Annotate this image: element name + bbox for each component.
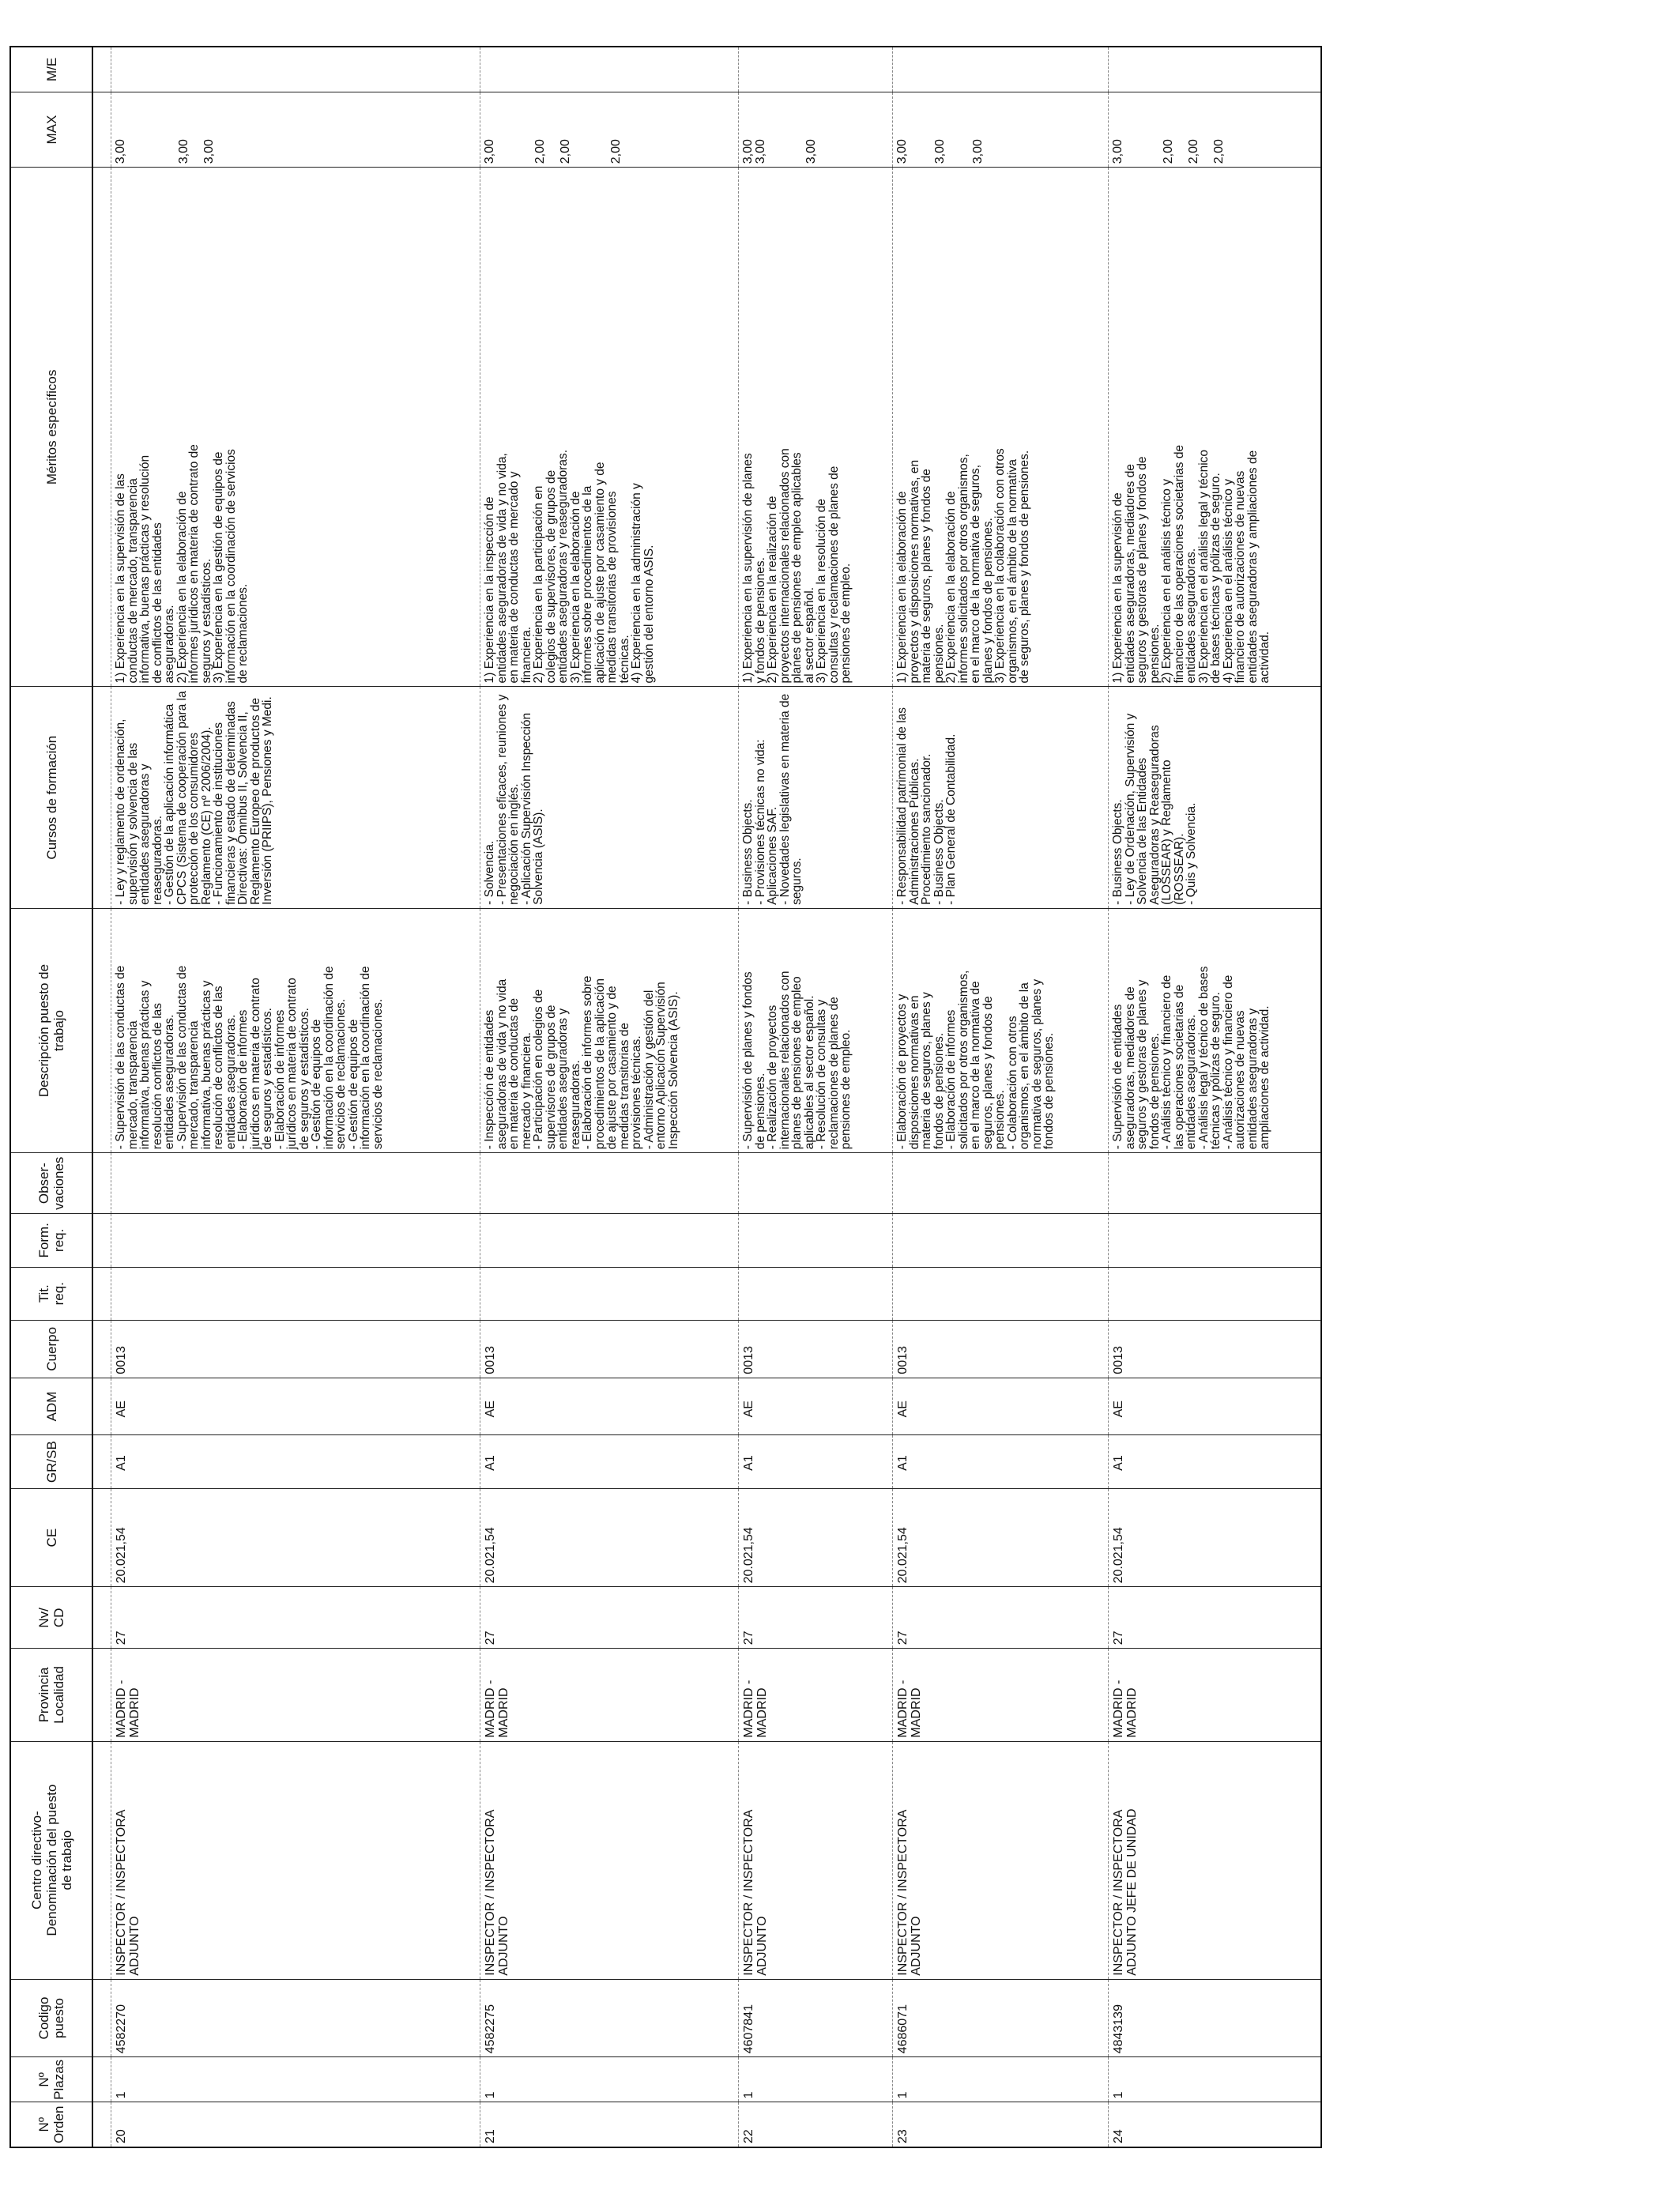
max-cell: 3,00 3,00 3,00 xyxy=(893,92,1109,168)
table-row xyxy=(480,47,739,2147)
meritos-cell: 1) Experiencia en la elaboración de proyectos y disposiciones normativas, en materia de seguros, planes y fondos de pensiones. 2) Experiencia en la elaboración de informes solicitados por otros organismos, en el marco de la normativa de seguros, planes y fondos de pensiones. 3) Experiencia en la colaboración con otros organismos, en el ámbito de la normativa de seguros, planes y fondos de pensiones. xyxy=(893,168,1109,687)
ce-cell: 20.021,54 xyxy=(1109,1488,1322,1587)
codigo-cell: 4582275 xyxy=(480,1979,739,2057)
orden-cell: 21 xyxy=(480,2102,739,2147)
me-cell xyxy=(1109,47,1322,92)
col-header-centro: Centro directivo- Denominación del puesto de trabajo xyxy=(10,1741,92,1979)
observaciones-cell xyxy=(480,1153,739,1214)
col-header-max: MAX xyxy=(10,92,92,168)
col-header-grupo: GR/SB xyxy=(10,1435,92,1488)
grupo-cell: A1 xyxy=(480,1435,739,1488)
provincia-cell: MADRID - MADRID xyxy=(111,1649,480,1741)
adm-cell: AE xyxy=(1109,1378,1322,1435)
nivel-cell: 27 xyxy=(480,1587,739,1649)
titulacion-cell xyxy=(111,1267,480,1320)
nivel-cell: 27 xyxy=(739,1587,893,1649)
max-cell: 3,00 3,00 3,00 xyxy=(111,92,480,168)
spacer-row xyxy=(92,47,111,2147)
cursos-cell: - Solvencia. - Presentaciones eficaces, reuniones y negociación en inglés. - Aplicación Supervisión Inspección Solvencia (ASIS). xyxy=(480,687,739,908)
provincia-cell: MADRID - MADRID xyxy=(1109,1649,1322,1741)
col-header-orden: Nº Orden xyxy=(10,2102,92,2147)
plazas-cell: 1 xyxy=(111,2057,480,2102)
cuerpo-cell: 0013 xyxy=(739,1321,893,1378)
formacion-cell xyxy=(893,1214,1109,1267)
ce-cell: 20.021,54 xyxy=(480,1488,739,1587)
formacion-cell xyxy=(480,1214,739,1267)
max-cell: 3,00 3,00 3,00 xyxy=(739,92,893,168)
formacion-cell xyxy=(739,1214,893,1267)
adm-cell: AE xyxy=(739,1378,893,1435)
nivel-cell: 27 xyxy=(1109,1587,1322,1649)
cursos-cell: - Responsabilidad patrimonial de las Administraciones Públicas. Procedimiento sancionador. - Business Objects. - Plan General de Contabilidad. xyxy=(893,687,1109,908)
observaciones-cell xyxy=(111,1153,480,1214)
observaciones-cell xyxy=(739,1153,893,1214)
adm-cell: AE xyxy=(480,1378,739,1435)
ce-cell: 20.021,54 xyxy=(111,1488,480,1587)
cuerpo-cell: 0013 xyxy=(111,1321,480,1378)
observaciones-cell xyxy=(893,1153,1109,1214)
header-row xyxy=(10,47,92,2147)
me-cell xyxy=(739,47,893,92)
cursos-cell: - Business Objects. - Provisiones técnicas no vida: Aplicaciones SAF. - Novedades legislativas en materia de seguros. xyxy=(739,687,893,908)
nivel-cell: 27 xyxy=(893,1587,1109,1649)
ce-cell: 20.021,54 xyxy=(893,1488,1109,1587)
orden-cell: 24 xyxy=(1109,2102,1322,2147)
descripcion-cell: - Supervisión de las conductas de mercado, transparencia informativa, buenas prácticas y resolución conflictos de las entidades aseguradoras. - Supervisión de las conductas de mercado, transparencia informativa, buenas prácticas y resolución de conflictos de las entidades aseguradoras. - Elaboración de informes jurídicos en materia de contrato de seguros y estadísticos. - Elaboración de informes jurídicos en materia de contrato de seguros y estadísticos. - Gestión de equipos de información en la coordinación de servicios de reclamaciones. - Gestión de equipos de información en la coordinación de servicios de reclamaciones. xyxy=(111,908,480,1152)
orden-cell: 23 xyxy=(893,2102,1109,2147)
adm-cell: AE xyxy=(111,1378,480,1435)
centro-cell: INSPECTOR / INSPECTORA ADJUNTO xyxy=(480,1741,739,1979)
col-header-me: M/E xyxy=(10,47,92,92)
cuerpo-cell: 0013 xyxy=(480,1321,739,1378)
orden-cell: 20 xyxy=(111,2102,480,2147)
col-header-cuerpo: Cuerpo xyxy=(10,1321,92,1378)
col-header-formacion: Form. req. xyxy=(10,1214,92,1267)
titulacion-cell xyxy=(1109,1267,1322,1320)
titulacion-cell xyxy=(893,1267,1109,1320)
meritos-cell: 1) Experiencia en la inspección de entidades aseguradoras de vida y no vida, en materia de conductas de mercado y financiera. 2) Experiencia en la participación en colegios de supervisores, de grupos de entidades aseguradoras y reaseguradoras. 3) Experiencia en la elaboración de informes sobre procedimientos de la aplicación de ajuste por casamiento y de medidas transitorias de provisiones técnicas. 4) Experiencia en la administración y gestión del entorno ASIS. xyxy=(480,168,739,687)
cuerpo-cell: 0013 xyxy=(893,1321,1109,1378)
col-header-cursos: Cursos de formación xyxy=(10,687,92,908)
formacion-cell xyxy=(111,1214,480,1267)
centro-cell: INSPECTOR / INSPECTORA ADJUNTO xyxy=(739,1741,893,1979)
col-header-meritos: Méritos específicos xyxy=(10,168,92,687)
grupo-cell: A1 xyxy=(739,1435,893,1488)
table-row xyxy=(739,47,893,2147)
grupo-cell: A1 xyxy=(1109,1435,1322,1488)
provincia-cell: MADRID - MADRID xyxy=(893,1649,1109,1741)
grupo-cell: A1 xyxy=(111,1435,480,1488)
descripcion-cell: - Supervisión de planes y fondos de pensiones. - Realización de proyectos internacionales relacionados con planes de pensiones de empleo aplicables al sector español. - Resolución de consultas y reclamaciones de planes de pensiones de empleo. xyxy=(739,908,893,1152)
descripcion-cell: - Elaboración de proyectos y disposiciones normativas en materia de seguros, planes y fondos de pensiones. - Elaboración de informes solicitados por otros organismos, en el marco de la normativa de seguros, planes y fondos de pensiones. - Colaboración con otros organismos, en el ámbito de la normativa de seguros, planes y fondos de pensiones. xyxy=(893,908,1109,1152)
centro-cell: INSPECTOR / INSPECTORA ADJUNTO JEFE DE UNIDAD xyxy=(1109,1741,1322,1979)
col-header-observaciones: Obser- vaciones xyxy=(10,1153,92,1214)
codigo-cell: 4582270 xyxy=(111,1979,480,2057)
col-header-provincia: Provincia Localidad xyxy=(10,1649,92,1741)
codigo-cell: 4686071 xyxy=(893,1979,1109,2057)
nivel-cell: 27 xyxy=(111,1587,480,1649)
col-header-codigo: Codigo puesto xyxy=(10,1979,92,2057)
col-header-plazas: Nº Plazas xyxy=(10,2057,92,2102)
orden-cell: 22 xyxy=(739,2102,893,2147)
table-row xyxy=(1109,47,1322,2147)
col-header-descripcion: Descripción puesto de trabajo xyxy=(10,908,92,1152)
codigo-cell: 4607841 xyxy=(739,1979,893,2057)
plazas-cell: 1 xyxy=(893,2057,1109,2102)
meritos-cell: 1) Experiencia en la supervisión de las conductas de mercado, transparencia informativa, buenas prácticas y resolución de conflictos de las entidades aseguradoras. 2) Experiencia en la elaboración de informes jurídicos en materia de contrato de seguros y estadísticos. 3) Experiencia en la gestión de equipos de información en la coordinación de servicios de reclamaciones. xyxy=(111,168,480,687)
observaciones-cell xyxy=(1109,1153,1322,1214)
grupo-cell: A1 xyxy=(893,1435,1109,1488)
me-cell xyxy=(480,47,739,92)
titulacion-cell xyxy=(739,1267,893,1320)
me-cell xyxy=(893,47,1109,92)
meritos-cell: 1) Experiencia en la supervisión de planes y fondos de pensiones. 2) Experiencia en la realización de proyectos internacionales relacionados con planes de pensiones de empleo aplicables al sector español. 3) Experiencia en la resolución de consultas y reclamaciones de planes de pensiones de empleo. xyxy=(739,168,893,687)
codigo-cell: 4843139 xyxy=(1109,1979,1322,2057)
adm-cell: AE xyxy=(893,1378,1109,1435)
descripcion-cell: - Inspección de entidades aseguradoras de vida y no vida en materia de conductas de mercado y financiera. - Participación en colegios de supervisores de grupos de entidades aseguradoras y reaseguradoras. - Elaboración de informes sobre procedimientos de la aplicación de ajuste por casamiento y de medidas transitorias de provisiones técnicas. - Administración y gestión del entorno Aplicación Supervisión Inspección Solvencia (ASIS). xyxy=(480,908,739,1152)
centro-cell: INSPECTOR / INSPECTORA ADJUNTO xyxy=(111,1741,480,1979)
col-header-ce: CE xyxy=(10,1488,92,1587)
col-header-adm: ADM xyxy=(10,1378,92,1435)
descripcion-cell: - Supervisión de entidades aseguradoras, mediadores de seguros y gestoras de planes y fondos de pensiones. - Análisis técnico y financiero de las operaciones societarias de entidades aseguradoras. - Análisis legal y técnico de bases técnicas y pólizas de seguro. - Análisis técnico y financiero de autorizaciones de nuevas entidades aseguradoras y ampliaciones de actividad. xyxy=(1109,908,1322,1152)
plazas-cell: 1 xyxy=(480,2057,739,2102)
col-header-titulacion: Tit. req. xyxy=(10,1267,92,1320)
ce-cell: 20.021,54 xyxy=(739,1488,893,1587)
job-positions-table xyxy=(9,46,1322,2148)
provincia-cell: MADRID - MADRID xyxy=(480,1649,739,1741)
cuerpo-cell: 0013 xyxy=(1109,1321,1322,1378)
titulacion-cell xyxy=(480,1267,739,1320)
max-cell: 3,00 2,00 2,00 2,00 xyxy=(480,92,739,168)
plazas-cell: 1 xyxy=(739,2057,893,2102)
cursos-cell: - Business Objects. - Ley de Ordenación, Supervisión y Solvencia de las Entidades Aseguradoras y Reaseguradoras (LOSSEAR) y Reglamento (ROSSEAR). - Quis y Solvencia. xyxy=(1109,687,1322,908)
meritos-cell: 1) Experiencia en la supervisión de entidades aseguradoras, mediadores de seguros y gestoras de planes y fondos de pensiones. 2) Experiencia en el análisis técnico y financiero de las operaciones societarias de entidades aseguradoras. 3) Experiencia en el análisis legal y técnico de bases técnicas y pólizas de seguro. 4) Experiencia en el análisis técnico y financiero de autorizaciones de nuevas entidades aseguradoras y ampliaciones de actividad. xyxy=(1109,168,1322,687)
max-cell: 3,00 2,00 2,00 2,00 xyxy=(1109,92,1322,168)
formacion-cell xyxy=(1109,1214,1322,1267)
provincia-cell: MADRID - MADRID xyxy=(739,1649,893,1741)
cursos-cell: - Ley y reglamento de ordenación, supervisión y solvencia de las entidades aseguradoras y reaseguradoras. - Gestión de la aplicación informática CPCS (Sistema de cooperación para la protección de los consumidores Reglamento (CE) nº 2006/2004). - Funcionamiento de instituciones financieras y estado de determinadas Directivas: Ómnibus II, Solvencia II, Reglamento Europeo de productos de Inversión (PRIIPS), Pensiones y Medi. xyxy=(111,687,480,908)
table-row xyxy=(893,47,1109,2147)
table-row xyxy=(111,47,480,2147)
me-cell xyxy=(111,47,480,92)
col-header-nivel: Nv/ CD xyxy=(10,1587,92,1649)
centro-cell: INSPECTOR / INSPECTORA ADJUNTO xyxy=(893,1741,1109,1979)
plazas-cell: 1 xyxy=(1109,2057,1322,2102)
